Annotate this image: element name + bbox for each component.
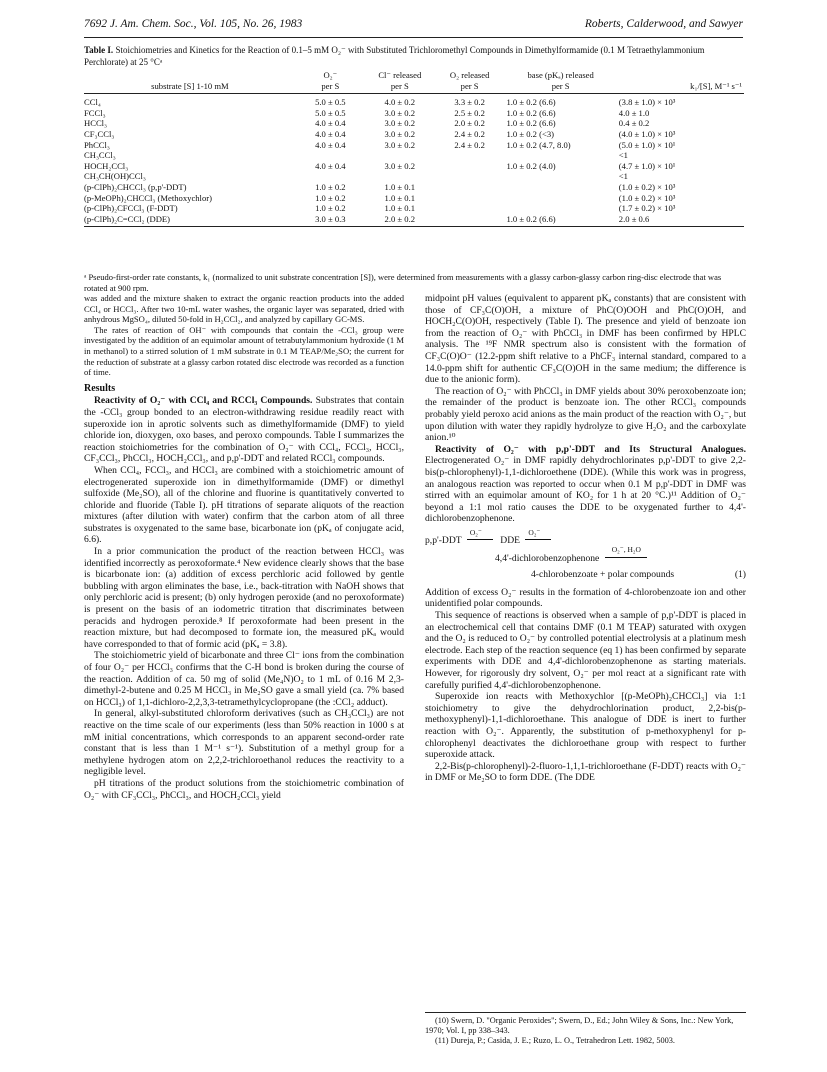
right-paragraph-1: midpoint pH values (equivalent to apparent pKₐ constants) that are consistent with those of CF₃C(O)OH, a mixture of PhC(O)OOH and PhC(O)OH, and HOCH₂C(O)OH, respectively (Table I). The presence and yield of benzoate ion from the reaction of O₂⁻ with PhCCl₃ in DMF has been confirmed by HPLC analysis. The ¹⁹F NMR spectrum also is consistent with the formation of CF₃C(O)O⁻ (12.2-ppm shift relative to a PhCF₃ internal standard, compared to a 14.0-ppm shift for authentic CF₃C(O)OH in the same medium; the difference is due to the anionic form). [425, 293, 746, 386]
table-row [84, 193, 744, 204]
run-in-heading-1: Reactivity of O₂⁻ with CCl₄ and RCCl₃ Compounds. [94, 395, 313, 407]
eq-dde: DDE [500, 534, 520, 546]
substrate-cell: CH₃CCl₃ [84, 150, 116, 161]
table-caption [84, 45, 743, 68]
table-header-cell: per S [296, 81, 365, 94]
table-caption-text: Stoichiometries and Kinetics for the Reaction of 0.1–5 mM O₂⁻ with Substituted Trichloromethyl Compounds in Dimethylformamide (0.1 M Tetraethylammonium Perchlorate) at 25 °Cᵃ [84, 45, 705, 67]
value-cell: 3.0 ± 0.2 [384, 160, 416, 171]
substrate-cell: PhCCl₃ [84, 139, 110, 150]
substrate-cell: CCl₄ [84, 97, 101, 108]
value-cell [296, 150, 365, 161]
table-header-cell: per S [365, 81, 435, 94]
value-cell [504, 150, 616, 161]
value-cell: 1.0 ± 0.2 (6.6) [506, 118, 556, 129]
value-cell [504, 171, 616, 182]
value-cell: 4.0 ± 0.4 [315, 128, 346, 139]
value-cell: 1.0 ± 0.2 (<3) [506, 128, 554, 139]
stoichiometry-table [84, 70, 744, 227]
table-header-top-cell [84, 70, 296, 81]
value-cell: 1.0 ± 0.2 [315, 203, 346, 214]
value-cell: (1.0 ± 0.2) × 10³ [618, 181, 676, 192]
table-row [84, 171, 744, 182]
substrate-cell: (p-ClPh)₂CFCCl₃ (F-DDT) [84, 203, 178, 214]
table-header-top-cell: Cl⁻ released [378, 70, 422, 80]
table-header-cell: k₁/[S], M⁻¹ s⁻¹ [617, 81, 744, 94]
references [425, 1012, 746, 1047]
table-header-cell: per S [435, 81, 505, 94]
table-row [84, 203, 744, 214]
value-cell: 3.0 ± 0.2 [384, 139, 416, 150]
table-row [84, 129, 744, 140]
substrate-cell: HOCH₂CCl₃ [84, 160, 129, 171]
substrate-cell: FCCl₃ [84, 107, 106, 118]
value-cell [365, 171, 435, 182]
value-cell [296, 171, 365, 182]
journal-citation: 7692 J. Am. Chem. Soc., Vol. 105, No. 26, 1983 [84, 18, 303, 30]
table-label: Table I. [84, 45, 114, 55]
table-row [84, 182, 744, 193]
eq-ddt: p,p'-DDT [425, 534, 462, 546]
eq-benzophenone: 4,4'-dichlorobenzophenone [495, 552, 600, 564]
table-row [84, 150, 744, 161]
table-header-top-cell: base (pKₐ) released [527, 70, 594, 80]
references-rule [425, 1012, 746, 1013]
value-cell: 5.0 ± 0.5 [315, 97, 346, 108]
results-paragraph-3: In a prior communication the product of the reaction between HCCl₃ was identified incorrectly as peroxoformate.⁴ New evidence clearly shows that the base is bicarbonate ion: (a) addition of excess perchloric acid followed by gentle bubbling with argon eliminates the base, i.e., back-titration with NaOH shows that only perchloric acid is present; (b) only hydrogen peroxide (and no peroxoformate) is present on the basis of an iodometric titration that discriminates between peracids and hydrogen peroxide.⁸ If peroxoformate had been present in the reaction mixture, but had decomposed to formate ion, the measured pKₐ would have corresponded to that of formic acid (pKₐ = 3.8). [84, 546, 404, 650]
table-footnote: ᵃ Pseudo-first-order rate constants, k₁ (normalized to unit substrate concentration [S]), were determined from measurements with a glassy carbon-glassy carbon ring-disc electrode that was rotated at 900 rpm. [84, 272, 722, 293]
table-row [84, 161, 744, 172]
results-paragraph-6: pH titrations of the product solutions from the stoichiometric combination of O₂⁻ with CF₃CCl₃, PhCCl₃, and HOCH₂CCl₃ yield [84, 777, 404, 801]
value-cell: 2.0 ± 0.2 [454, 118, 485, 129]
table-row [84, 118, 744, 129]
value-cell: (1.0 ± 0.2) × 10³ [618, 192, 676, 203]
value-cell: <1 [618, 150, 628, 161]
table-row [84, 94, 744, 108]
value-cell: 2.4 ± 0.2 [454, 128, 485, 139]
value-cell: (4.0 ± 1.0) × 10³ [618, 128, 676, 139]
value-cell: 5.0 ± 0.5 [315, 107, 346, 118]
value-cell [435, 150, 505, 161]
eq-arrow-label-2: O₂⁻ [528, 527, 541, 537]
substrate-cell: (p-ClPh)₂C=CCl₂ (DDE) [84, 214, 296, 227]
value-cell: 1.0 ± 0.2 [315, 181, 346, 192]
table-header-cell: per S [504, 81, 616, 94]
value-cell: 1.0 ± 0.2 (6.6) [506, 107, 556, 118]
value-cell: (3.8 ± 1.0) × 10³ [618, 97, 676, 108]
eq-product: 4-chlorobenzoate + polar compounds [531, 568, 675, 580]
right-paragraph-7: 2,2-Bis(p-chlorophenyl)-2-fluoro-1,1,1-trichloroethane (F-DDT) reacts with O₂⁻ in DMF or Me₂SO to form DDE. (The DDE [425, 760, 746, 784]
substrate-cell: (p-MeOPh)₂CHCCl₃ (Methoxychlor) [84, 192, 212, 203]
table-row [84, 108, 744, 119]
value-cell [504, 193, 616, 204]
run-in-heading-2: Reactivity of O₂⁻ with p,p'-DDT and Its Structural Analogues. [435, 443, 746, 455]
value-cell: 3.0 ± 0.3 [296, 214, 365, 227]
value-cell: 2.4 ± 0.2 [454, 139, 485, 150]
method-paragraph-2: The rates of reaction of OH⁻ with compounds that contain the -CCl₃ group were investigated by the addition of an equimolar amount of tetrabutylammonium hydroxide (1 M in methanol) to a stirred solution of 1 mM substrate in 0.1 M TEAP/Me₂SO; the current for the reduction of substrate at a glassy carbon rotated disc electrode was recorded as a function of time. [84, 324, 404, 378]
value-cell [504, 182, 616, 193]
value-cell: 2.0 ± 0.2 [365, 214, 435, 227]
reference-11: (11) Dureja, P.; Casida, J. E.; Ruzo, L. O., Tetrahedron Lett. 1982, 5003. [435, 1036, 675, 1046]
value-cell: 4.0 ± 1.0 [618, 107, 650, 118]
substrate-cell: CF₃CCl₃ [84, 128, 115, 139]
table-row [84, 140, 744, 151]
value-cell [365, 150, 435, 161]
value-cell: 0.4 ± 0.2 [618, 118, 650, 129]
right-column [425, 293, 746, 784]
equation-1 [425, 527, 746, 583]
value-cell: 1.0 ± 0.1 [384, 203, 416, 214]
eq-arrow-1 [467, 539, 493, 540]
header-rule [84, 37, 743, 38]
value-cell: (4.7 ± 1.0) × 10¹ [618, 160, 676, 171]
authors-header: Roberts, Calderwood, and Sawyer [584, 18, 743, 30]
right-paragraph-2: The reaction of O₂⁻ with PhCCl₃ in DMF yields about 30% peroxobenzoate ion; the remainder of the product is benzoate ion. The other RCCl₃ compounds probably yield peroxo acid anions as the main product of the reaction with O₂⁻, but upon dilution with water they rapidly hydrolyze to give H₂O₂ and the carboxylate anion.¹⁰ [425, 385, 746, 444]
reference-10: (10) Swern, D. "Organic Peroxides"; Swern, D., Ed.; John Wiley & Sons, Inc.: New York, 1970; Vol. I, pp 338–343. [425, 1016, 734, 1036]
value-cell: 1.0 ± 0.2 (4.7, 8.0) [506, 139, 571, 150]
results-paragraph-4: The stoichiometric yield of bicarbonate and three Cl⁻ ions from the combination of four O₂⁻ per HCCl₃ confirms that the C-H bond is broken during the course of the reaction. Addition of ca. 50 mg of solid (Me₄N)O₂ to 1 mL of 0.16 M 2,3-dimethyl-2-butene and 0.25 M HCCl₃ in Me₂SO gave a small yield (ca. 7% based on HCCl₃) of 1,1-dichloro-2,2,3,3-tetramethylcyclopropane (the :CCl₂ adduct). [84, 650, 404, 708]
value-cell [435, 161, 505, 172]
right-paragraph-3 [425, 444, 746, 525]
value-cell: 1.0 ± 0.1 [384, 181, 416, 192]
value-cell [435, 182, 505, 193]
results-heading: Results [84, 382, 116, 394]
substrate-cell: CH₃CH(OH)CCl₃ [84, 171, 146, 182]
table-body [84, 94, 744, 227]
results-paragraph-2: When CCl₄, FCCl₃, and HCCl₃ are combined with a stoichiometric amount of electrogenerated superoxide ion in dimethylformamide (DMF) or dimethyl sulfoxide (Me₂SO), all of the chlorine and fluorine is quantitatively converted to chloride and fluoride (Table I). pH titrations of separate aliquots of the reaction mixtures (after dilution with water) confirm that the carbon atom of all three substrates is oxygenated to the same base, bicarbonate ion (pKₐ of conjugate acid, 6.6). [84, 464, 404, 546]
value-cell [435, 203, 505, 214]
table-header-row-bottom [84, 81, 744, 94]
table-header-row-top [84, 70, 744, 81]
running-header [84, 18, 743, 34]
right-paragraph-6: Superoxide ion reacts with Methoxychlor [(p-MeOPh)₂CHCCl₃] via 1:1 stoichiometry to give the dehydrochlorination product, 2,2-bis(p-methoxyphenyl)-1,1-dichloroethane. This analogue of DDE is inert to further reaction with O₂⁻. Apparently, the substitution of p-methoxyphenyl for p-chlorophenyl deactivates the dichloroethane group with respect to further superoxide attack. [425, 691, 746, 761]
table-row [84, 214, 744, 227]
right-paragraph-4: Addition of excess O₂⁻ results in the formation of 4-chlorobenzoate ion and other unidentified polar compounds. [425, 586, 746, 610]
value-cell: (1.7 ± 0.2) × 10³ [618, 203, 676, 214]
eq-arrow-2 [525, 539, 551, 540]
value-cell: 4.0 ± 0.4 [315, 160, 346, 171]
value-cell: 1.0 ± 0.2 (6.6) [504, 214, 616, 227]
value-cell: 3.0 ± 0.2 [384, 128, 416, 139]
table-header-cell: substrate [S] 1-10 mM [84, 81, 296, 94]
value-cell: 1.0 ± 0.2 (6.6) [506, 97, 556, 108]
value-cell: 2.5 ± 0.2 [454, 107, 485, 118]
results-paragraph-5: In general, alkyl-substituted chloroform derivatives (such as CH₃CCl₃) are not reactive on the time scale of our experiments (less than 50% reaction in 1000 s at mM initial concentrations, which corresponds to an apparent second-order rate constant that is less than 1 M⁻¹ s⁻¹). Substitution of a methyl group for a methylene hydrogen atom on 2,2,2-trichloroethanol reduces the reactivity to a negligible level. [84, 708, 404, 778]
value-cell: 3.3 ± 0.2 [454, 97, 485, 108]
value-cell: 4.0 ± 0.2 [384, 97, 416, 108]
eq-arrow-label-3: O₂⁻, H₂O [611, 544, 641, 554]
value-cell: <1 [618, 171, 628, 182]
value-cell: 3.0 ± 0.2 [384, 118, 416, 129]
results-paragraph-1 [84, 395, 404, 465]
value-cell: 1.0 ± 0.2 [315, 192, 346, 203]
value-cell: 2.0 ± 0.6 [617, 214, 744, 227]
value-cell: 4.0 ± 0.4 [315, 139, 346, 150]
eq-arrow-3 [605, 557, 647, 558]
substrate-cell: (p-ClPh)₂CHCCl₃ (p,p'-DDT) [84, 181, 187, 192]
value-cell [435, 193, 505, 204]
eq-arrow-label-1: O₂⁻ [469, 527, 482, 537]
right-paragraph-5: This sequence of reactions is observed when a sample of p,p'-DDT is placed in an electrochemical cell that contains DMF (0.1 M TEAP) saturated with oxygen and the O₂ is reduced to O₂⁻ by controlled potential electrolysis at a platinum mesh electrode. Each step of the reaction sequence (eq 1) has been confirmed by separate experiments with DDE and 4,4'-dichlorobenzophenone as starting materials. However, for rigorously dry solvent, O₂⁻ per mol react at a significant rate with carefully purified 4,4'-dichlorobenzophenone. [425, 610, 746, 691]
results-text-1: Substrates that contain the -CCl₃ group bonded to an electron-withdrawing residue readily react with superoxide ion in aprotic solvents such as dimethylformamide (DMF) to yield chloride ion, dioxygen, oxo bases, and peroxo compounds. Table I summarizes the reaction stoichiometries for the combination of O₂⁻ with CCl₄, FCCl₃, HCCl₃, CF₃CCl₃, PhCCl₃, HOCH₂CCl₃, and p,p'-DDT and related RCCl₃ compounds. [84, 395, 405, 465]
eq-number: (1) [734, 568, 746, 580]
substrate-cell: HCCl₃ [84, 118, 108, 129]
ddt-text: Electrogenerated O₂⁻ in DMF rapidly dehydrochlorinates p,p'-DDT to give 2,2-bis(p-chlorophenyl)-1,1-dichloroethene (DDE). (While this work was in progress, an analogous reaction was reported to occur when 0.1 M p,p'-DDT in DMF was stirred with an equimolar amount of KO₂ for 1 h at 20 °C.)¹¹ Addition of O₂⁻ beyond a 1:1 mol ratio causes the DDE to be oxygenated further to 4,4'-dichlorobenzophenone. [425, 455, 746, 525]
method-paragraph-1: was added and the mixture shaken to extract the organic reaction products into the added CCl₄ or HCCl₃. After two 10-mL water washes, the organic layer was separated, dried with anhydrous MgSO₄, diluted 50-fold in H₂CCl₂, and analyzed by capillary GC-MS. [84, 293, 404, 325]
value-cell: 4.0 ± 0.4 [315, 118, 346, 129]
value-cell: 3.0 ± 0.2 [384, 107, 416, 118]
table-header-top-cell: O₂ released [449, 70, 490, 80]
value-cell: (5.0 ± 1.0) × 10¹ [618, 139, 676, 150]
left-column [84, 293, 404, 801]
table-header-top-cell: O₂⁻ [323, 70, 338, 80]
value-cell: 1.0 ± 0.2 (4.0) [506, 160, 556, 171]
value-cell [504, 203, 616, 214]
table-header-top-cell [617, 70, 744, 81]
value-cell: 1.0 ± 0.1 [384, 192, 416, 203]
value-cell [435, 171, 505, 182]
value-cell [435, 214, 505, 227]
